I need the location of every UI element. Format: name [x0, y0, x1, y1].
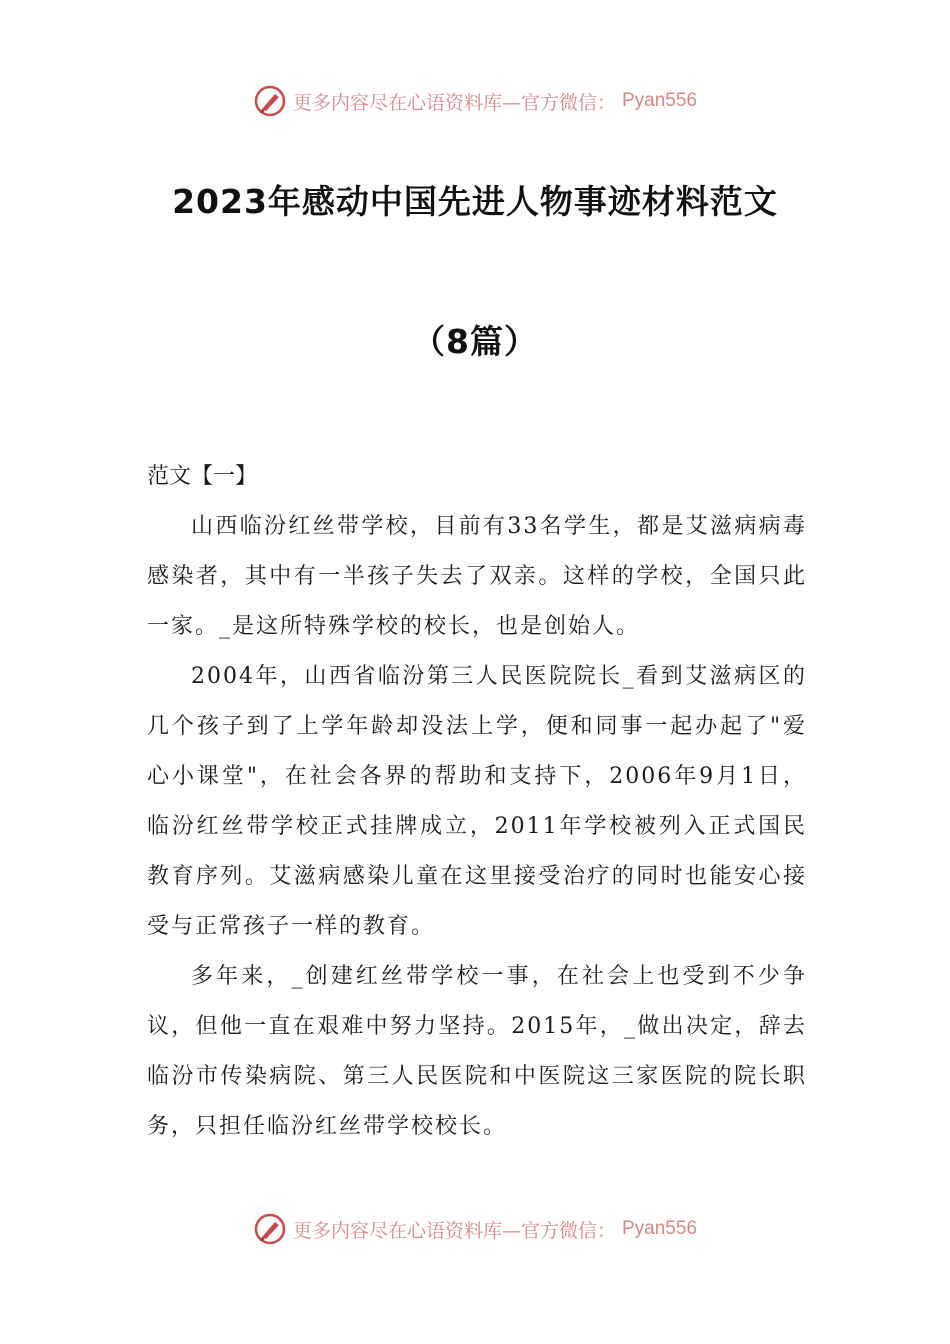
header-watermark	[0, 84, 950, 118]
document-subtitle: （8篇）	[412, 322, 538, 361]
watermark-id: Pyan556	[622, 90, 698, 111]
pen-logo-icon	[253, 1212, 287, 1246]
watermark-id: Pyan556	[622, 1218, 698, 1239]
paragraph-2: 2004年，山西省临汾第三人民医院院长_看到艾滋病区的几个孩子到了上学年龄却没法上学，便和同事一起办起了"爱心小课堂"，在社会各界的帮助和支持下，2006年9月1日，临汾红丝带学校正式挂牌成立，2011年学校被列入正式国民教育序列。艾滋病感染儿童在这里接受治疗的同时也能安心接受与正常孩子一样的教育。	[147, 664, 807, 939]
footer-watermark	[0, 1212, 950, 1246]
watermark-text: 更多内容尽在心语资料库—官方微信：	[292, 91, 616, 114]
watermark-text: 更多内容尽在心语资料库—官方微信：	[292, 1219, 616, 1242]
section-heading: 范文【一】	[147, 464, 258, 489]
paragraph-3: 多年来，_创建红丝带学校一事，在社会上也受到不少争议，但他一直在艰难中努力坚持。2015年，_做出决定，辞去临汾市传染病院、第三人民医院和中医院这三家医院的院长职务，只担任临汾红丝带学校校长。	[147, 964, 807, 1139]
document-title: 2023年感动中国先进人物事迹材料范文	[172, 182, 778, 221]
pen-logo-icon	[253, 84, 287, 118]
paragraph-1: 山西临汾红丝带学校，目前有33名学生，都是艾滋病病毒感染者，其中有一半孩子失去了双亲。这样的学校，全国只此一家。_是这所特殊学校的校长，也是创始人。	[147, 514, 807, 639]
document-body	[147, 452, 807, 1152]
